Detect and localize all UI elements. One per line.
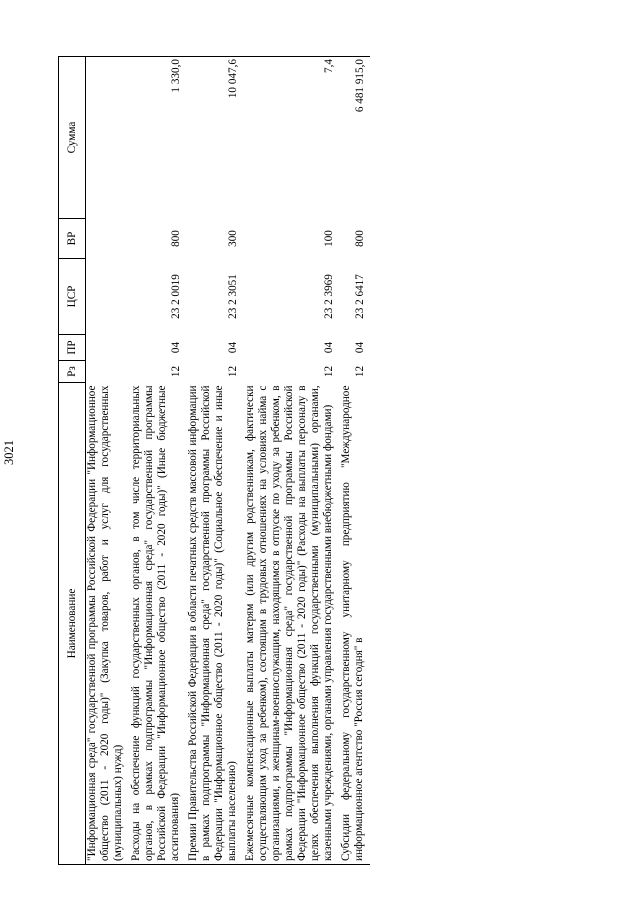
header-vr: ВР — [59, 219, 86, 259]
row-csr — [86, 259, 129, 335]
row-sum: 10 047,6 — [186, 57, 243, 219]
header-csr: ЦСР — [59, 259, 86, 335]
row-name: Премии Правительства Российской Федерации в области печатных средств массовой информации в рамках подпрограммы "Информационная среда" государственной программы Российской Федерации "Информационное общество (2011 - 2020 годы)" (Социальное обеспечение и иные выплаты населению) — [186, 383, 243, 865]
header-pr: ПР — [59, 335, 86, 361]
table-row — [186, 57, 243, 865]
row-sum: 6 481 915,0 — [339, 57, 370, 219]
table-header-row — [59, 57, 86, 865]
table-row — [339, 57, 370, 865]
row-pr: 04 — [169, 341, 182, 354]
row-vr: 800 — [353, 230, 366, 247]
row-csr: 23 2 0019 — [169, 274, 182, 319]
header-sum: Сумма — [59, 57, 86, 219]
header-rz: Рз — [59, 361, 86, 383]
row-vr: 800 — [169, 230, 182, 247]
row-rz: 12 — [169, 365, 182, 378]
row-sum: 1 330,0 — [129, 57, 186, 219]
row-name: Расходы на обеспечение функций государственных органов, в том числе территориальных органов, в рамках подпрограммы "Информационная среда" государственной программы Российской Федерации "Информационное общество (2011 - 2020 годы)" (Иные бюджетные ассигнования) — [129, 383, 186, 865]
row-name: Субсидии федеральному государственному унитарному предприятию "Международное информационное агентство "Россия сегодня" в — [339, 383, 370, 865]
row-sum — [86, 57, 129, 219]
page-number: 3021 — [2, 440, 16, 465]
row-csr: 23 2 3969 — [322, 274, 335, 319]
table-row — [86, 57, 129, 865]
row-pr: 04 — [322, 341, 335, 354]
row-pr: 04 — [226, 341, 239, 354]
budget-table — [58, 56, 370, 865]
row-pr — [86, 335, 129, 361]
row-name: Ежемесячные компенсационные выплаты матерям (или другим родственникам, фактически осуществляющим уход за ребенком), состоящим в трудовых отношениях на условиях найма с организациями, и женщинам-военнослужащим, находящимся в отпуске по уходу за ребенком, в рамках подпрограммы "Информационная среда" государственной программы Российской Федерации "Информационное общество (2011 - 2020 годы)" (Расходы на выплаты персоналу в целях обеспечения выполнения функций государственными (муниципальными) органами, казенными учреждениями, органами управления государственными внебюджетными фондами) — [243, 383, 339, 865]
row-vr: 300 — [226, 230, 239, 247]
row-rz: 12 — [322, 365, 335, 378]
row-rz: 12 — [353, 365, 366, 378]
row-pr: 04 — [353, 341, 366, 354]
row-rz — [86, 361, 129, 383]
row-csr: 23 2 6417 — [353, 274, 366, 319]
row-vr — [86, 219, 129, 259]
row-sum: 7,4 — [243, 57, 339, 219]
table-row — [129, 57, 186, 865]
row-csr: 23 2 3051 — [226, 274, 239, 319]
table-row — [243, 57, 339, 865]
row-rz: 12 — [226, 365, 239, 378]
row-name: "Информационная среда" государственной программы Российской Федерации "Информационное общество (2011 - 2020 годы)" (Закупка товаров, работ и услуг для государственных (муниципальных) нужд) — [86, 383, 129, 865]
header-name: Наименование — [59, 383, 86, 865]
row-vr: 100 — [322, 230, 335, 247]
